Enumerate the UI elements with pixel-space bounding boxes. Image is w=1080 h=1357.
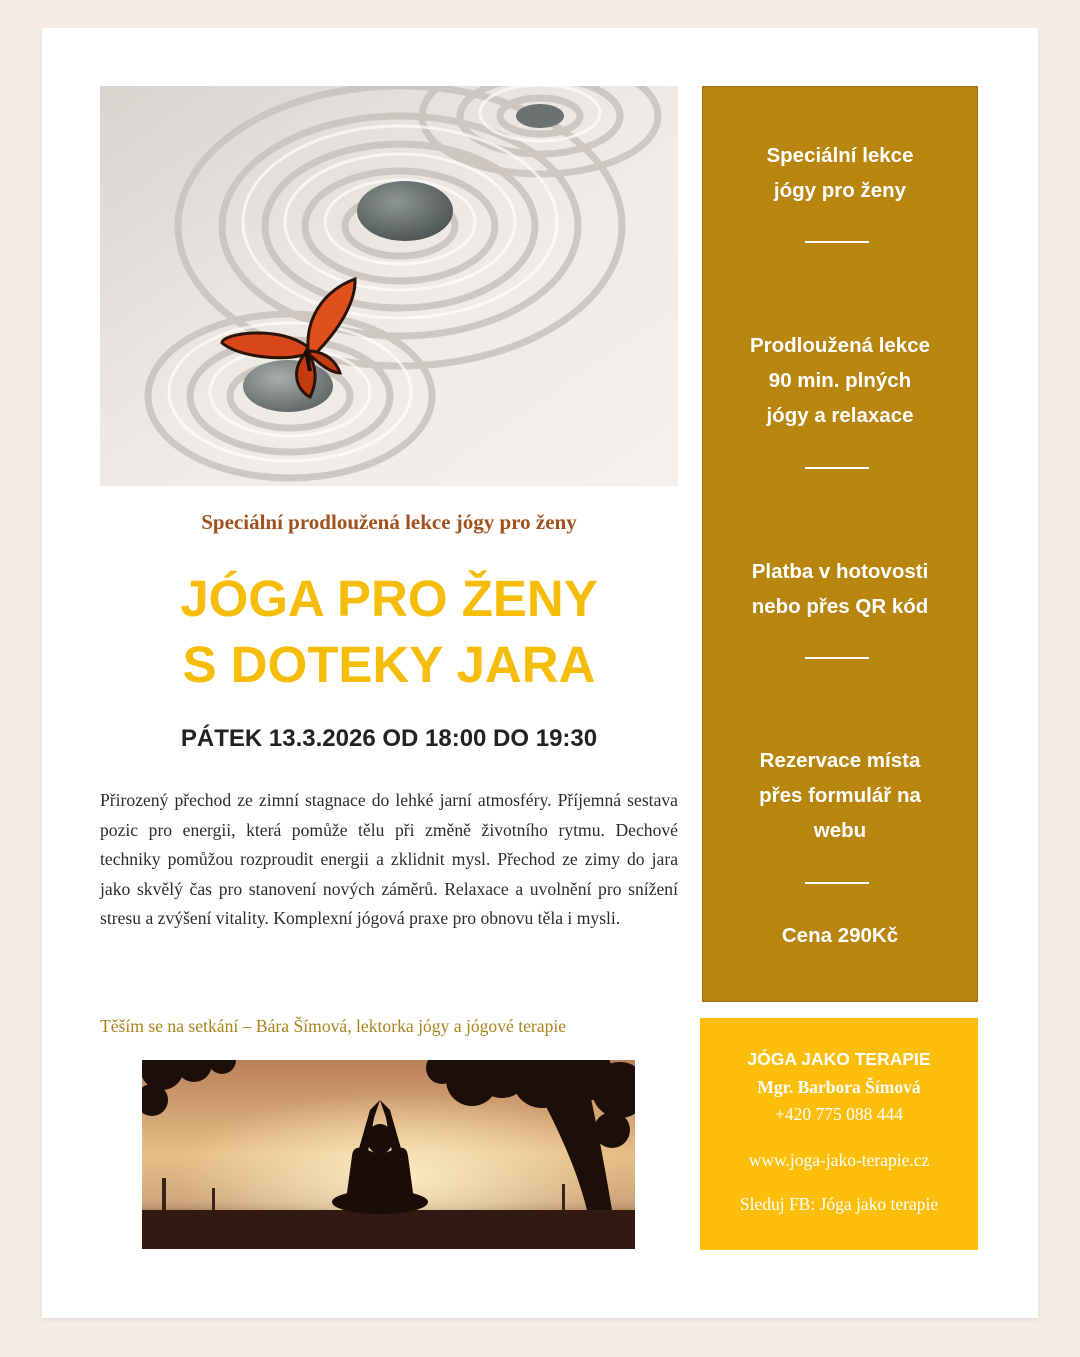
sidebar-item-payment: Platba v hotovosti nebo přes QR kód	[751, 560, 929, 618]
sidebar-item-special-lesson: Speciální lekce jógy pro ženy	[766, 144, 914, 202]
sidebar-divider	[805, 882, 869, 884]
event-title: JÓGA PRO ŽENY S DOTEKY JARA	[180, 570, 598, 693]
event-datetime: PÁTEK 13.3.2026 OD 18:00 DO 19:30	[180, 725, 598, 752]
facebook-link[interactable]: Sleduj FB: Jóga jako terapie	[739, 1194, 939, 1214]
sidebar-divider	[805, 657, 869, 659]
contact-box	[700, 1018, 978, 1250]
flyer-page	[42, 28, 1038, 1318]
sidebar-divider	[805, 241, 869, 243]
event-description: Přirozený přechod ze zimní stagnace do lehké jarní atmosféry. Příjemná sestava pozic pro energii, která pomůže tělu při změně životního rytmu. Dechové techniky pomůžou rozproudit energii a zklidnit mysl. Přechod ze zimy do jara jako skvělý čas pro stanovení nových záměrů. Relaxace a uvolnění pro snížení stresu a zvýšení vitality. Komplexní jógová praxe pro obnovu těla i mysli.	[100, 790, 678, 929]
zen-sand-stones-butterfly-photo	[100, 86, 678, 486]
sidebar-item-extended-lesson: Prodloužená lekce 90 min. plných jógy a relaxace	[749, 334, 930, 427]
contact-name: Mgr. Barbora Šímová	[757, 1077, 921, 1097]
sidebar-item-reservation: Rezervace místa přes formulář na webu	[759, 749, 921, 842]
event-subtitle: Speciální prodloužená lekce jógy pro ženy	[201, 510, 577, 534]
website-link[interactable]: www.joga-jako-terapie.cz	[748, 1150, 930, 1170]
instructor-signoff: Těším se na setkání – Bára Šímová, lektorka jógy a jógové terapie	[100, 1016, 567, 1036]
meditation-silhouette-sunset-photo	[142, 1060, 635, 1249]
sidebar-item-price: Cena 290Kč	[781, 924, 899, 947]
contact-phone[interactable]: +420 775 088 444	[775, 1104, 903, 1124]
sidebar-divider	[805, 467, 869, 469]
brand-name: JÓGA JAKO TERAPIE	[747, 1049, 931, 1069]
info-sidebar	[702, 86, 978, 1002]
